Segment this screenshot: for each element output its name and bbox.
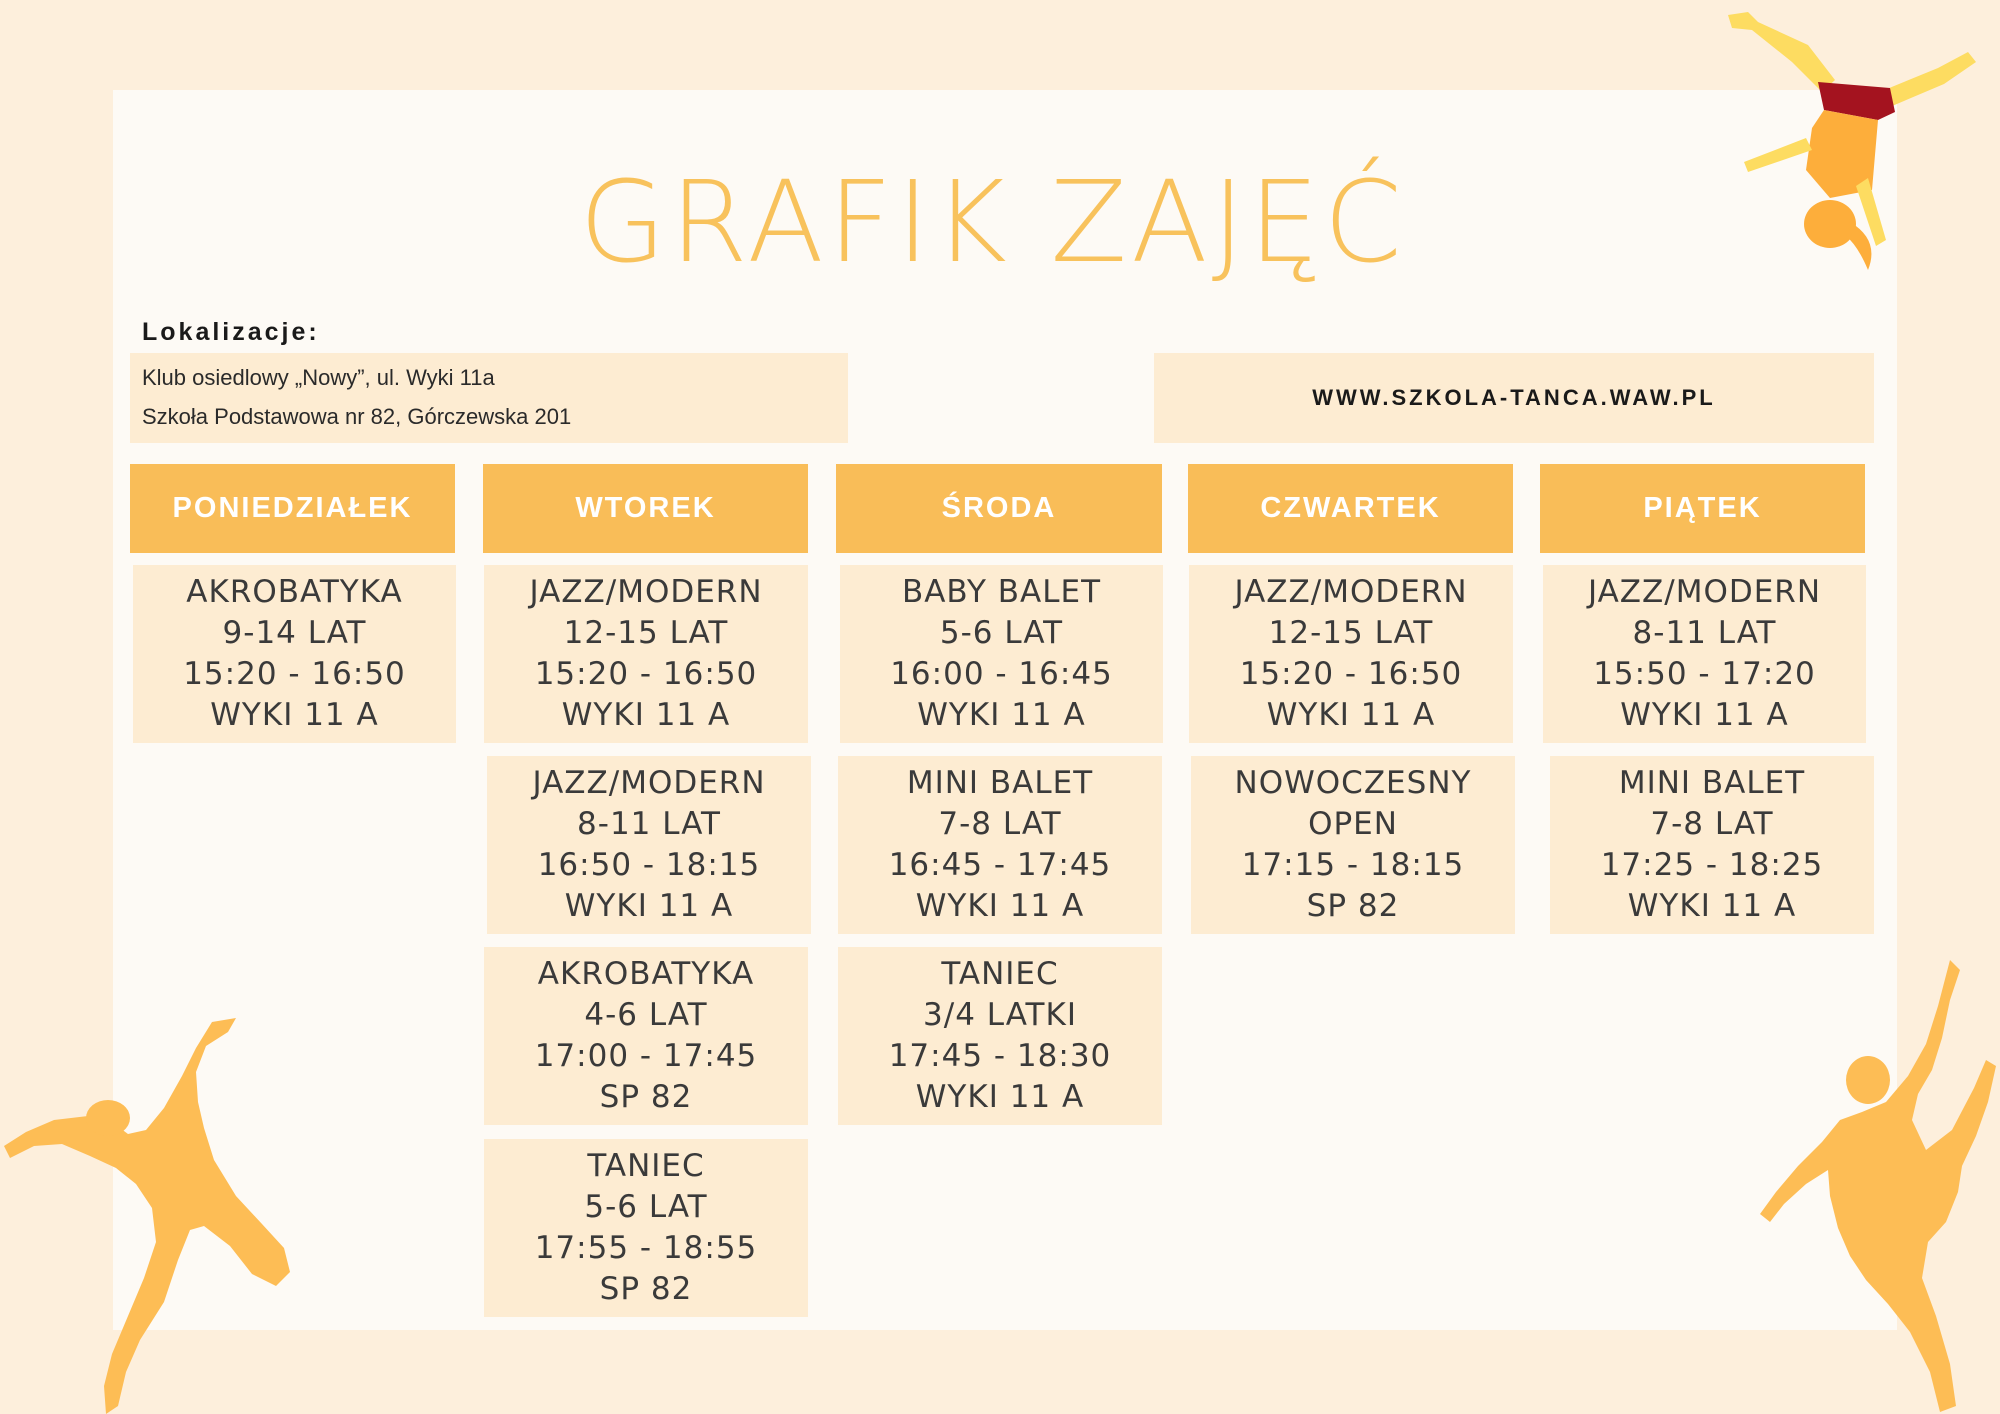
class-place: WYKI 11 A bbox=[564, 888, 734, 924]
class-place: SP 82 bbox=[599, 1079, 693, 1115]
class-time: 16:50 - 18:15 bbox=[537, 847, 761, 883]
class-card bbox=[1191, 756, 1515, 934]
class-place: WYKI 11 A bbox=[915, 888, 1085, 924]
class-name: MINI BALET bbox=[1618, 765, 1806, 801]
class-age: 7-8 LAT bbox=[1650, 806, 1774, 842]
class-name: MINI BALET bbox=[906, 765, 1094, 801]
class-card bbox=[1189, 565, 1513, 743]
class-age: 8-11 LAT bbox=[577, 806, 721, 842]
class-name: AKROBATYKA bbox=[186, 574, 403, 610]
class-time: 15:20 - 16:50 bbox=[1239, 656, 1463, 692]
class-name: JAZZ/MODERN bbox=[1234, 574, 1468, 610]
class-card bbox=[1543, 565, 1866, 743]
class-time: 15:20 - 16:50 bbox=[534, 656, 758, 692]
jumping-dancer-silhouette bbox=[0, 1010, 310, 1414]
day-header-monday: PONIEDZIAŁEK bbox=[130, 464, 455, 553]
website-url[interactable]: WWW.SZKOLA-TANCA.WAW.PL bbox=[1154, 353, 1874, 443]
class-time: 17:55 - 18:55 bbox=[534, 1230, 758, 1266]
class-age: 9-14 LAT bbox=[222, 615, 367, 651]
class-place: WYKI 11 A bbox=[561, 697, 731, 733]
class-card bbox=[484, 1139, 808, 1317]
class-time: 17:45 - 18:30 bbox=[888, 1038, 1112, 1074]
class-place: WYKI 11 A bbox=[1620, 697, 1789, 733]
class-time: 17:00 - 17:45 bbox=[534, 1038, 758, 1074]
day-header-tuesday: WTOREK bbox=[483, 464, 808, 553]
class-place: WYKI 11 A bbox=[1627, 888, 1797, 924]
class-name: AKROBATYKA bbox=[537, 956, 755, 992]
class-time: 16:00 - 16:45 bbox=[890, 656, 1113, 692]
class-place: SP 82 bbox=[599, 1271, 693, 1307]
class-place: WYKI 11 A bbox=[917, 697, 1086, 733]
class-name: TANIEC bbox=[941, 956, 1059, 992]
class-card bbox=[487, 756, 811, 934]
class-card bbox=[840, 565, 1163, 743]
class-card bbox=[838, 947, 1162, 1125]
class-place: WYKI 11 A bbox=[210, 697, 379, 733]
locations-label: Lokalizacje: bbox=[142, 318, 320, 346]
class-time: 15:20 - 16:50 bbox=[183, 656, 406, 692]
class-name: JAZZ/MODERN bbox=[1587, 574, 1822, 610]
class-age: 7-8 LAT bbox=[938, 806, 1062, 842]
ballerina-silhouette bbox=[1690, 960, 2000, 1414]
class-name: TANIEC bbox=[587, 1148, 705, 1184]
day-header-wednesday: ŚRODA bbox=[836, 464, 1162, 553]
day-header-friday: PIĄTEK bbox=[1540, 464, 1865, 553]
class-time: 17:15 - 18:15 bbox=[1241, 847, 1465, 883]
class-age: OPEN bbox=[1308, 806, 1398, 842]
class-age: 8-11 LAT bbox=[1632, 615, 1777, 651]
class-place: WYKI 11 A bbox=[915, 1079, 1085, 1115]
class-time: 16:45 - 17:45 bbox=[888, 847, 1112, 883]
day-header-thursday: CZWARTEK bbox=[1188, 464, 1513, 553]
class-place: WYKI 11 A bbox=[1266, 697, 1436, 733]
class-age: 12-15 LAT bbox=[563, 615, 729, 651]
class-card bbox=[838, 756, 1162, 934]
class-name: JAZZ/MODERN bbox=[532, 765, 766, 801]
page-title: GRAFIK ZAJĘĆ bbox=[579, 158, 1406, 288]
class-age: 5-6 LAT bbox=[939, 615, 1064, 651]
class-age: 5-6 LAT bbox=[584, 1189, 708, 1225]
class-age: 4-6 LAT bbox=[584, 997, 708, 1033]
class-card bbox=[1550, 756, 1874, 934]
class-card bbox=[484, 947, 808, 1125]
class-age: 12-15 LAT bbox=[1268, 615, 1434, 651]
location-line: Szkoła Podstawowa nr 82, Górczewska 201 bbox=[142, 404, 572, 429]
class-time: 17:25 - 18:25 bbox=[1600, 847, 1824, 883]
class-place: SP 82 bbox=[1306, 888, 1400, 924]
class-name: NOWOCZESNY bbox=[1234, 765, 1472, 801]
class-name: JAZZ/MODERN bbox=[529, 574, 763, 610]
locations-box bbox=[130, 353, 848, 443]
class-card bbox=[133, 565, 456, 743]
class-age: 3/4 LATKI bbox=[923, 997, 1077, 1033]
class-name: BABY BALET bbox=[901, 574, 1102, 610]
class-card bbox=[484, 565, 808, 743]
class-time: 15:50 - 17:20 bbox=[1593, 656, 1816, 692]
location-line: Klub osiedlowy „Nowy”, ul. Wyki 11a bbox=[142, 365, 495, 390]
